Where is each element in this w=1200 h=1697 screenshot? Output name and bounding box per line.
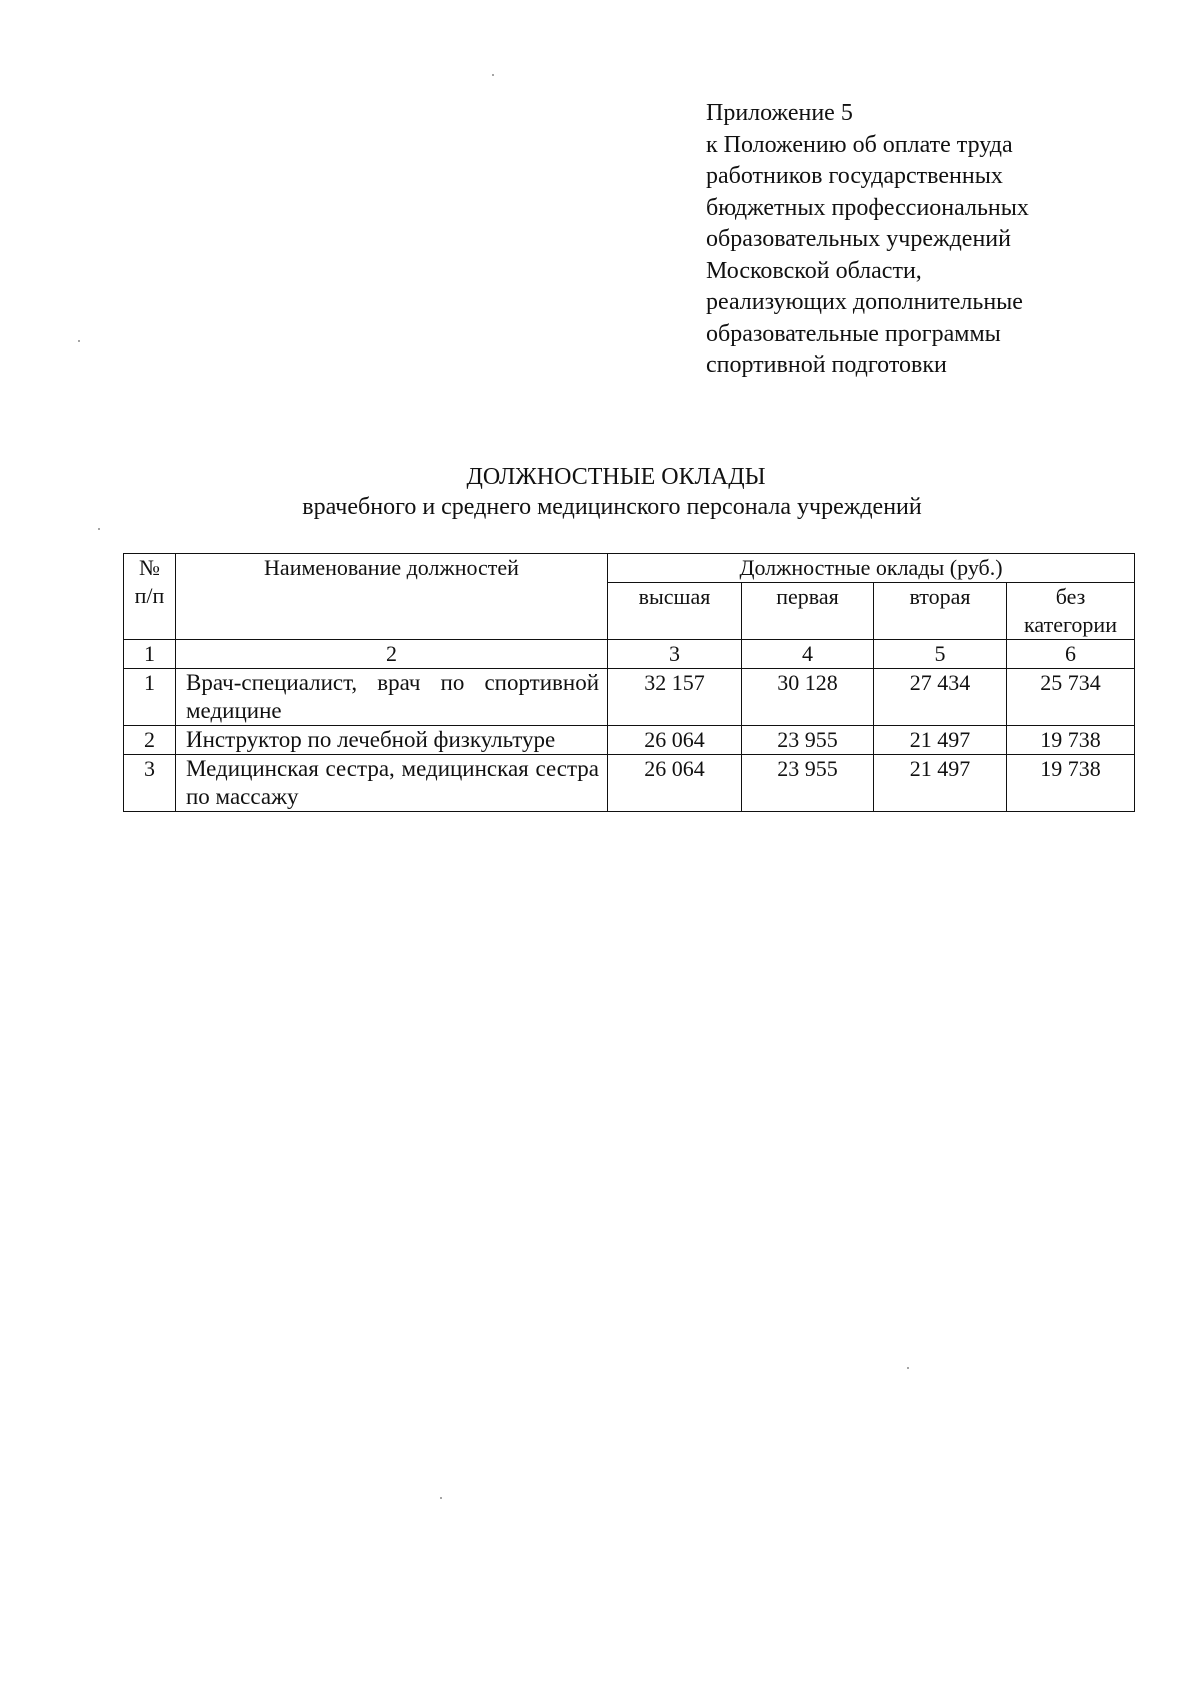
document-title: ДОЛЖНОСТНЫЕ ОКЛАДЫ	[466, 464, 766, 490]
salary-table	[123, 553, 1135, 812]
appendix-line: к Положению об оплате труда	[706, 131, 1013, 158]
row-salary-value: 23 955	[742, 726, 874, 755]
row-position-name: Врач-специалист, врач по спортивной медицине	[176, 669, 608, 726]
scan-speck	[440, 1497, 442, 1499]
row-salary-value: 25 734	[1007, 669, 1135, 726]
document-title-block	[0, 462, 1200, 522]
column-index: 3	[608, 640, 742, 669]
row-salary-value: 26 064	[608, 726, 742, 755]
header-name: Наименование должностей	[176, 554, 608, 640]
row-salary-value: 23 955	[742, 755, 874, 812]
header-category: первая	[742, 583, 874, 640]
row-salary-value: 32 157	[608, 669, 742, 726]
row-salary-value: 21 497	[874, 726, 1007, 755]
document-subtitle: врачебного и среднего медицинского персонала учреждений	[302, 494, 922, 520]
header-category: высшая	[608, 583, 742, 640]
header-salary-group: Должностные оклады (руб.)	[608, 554, 1135, 583]
appendix-line: Приложение 5	[706, 100, 853, 126]
scan-speck	[907, 1367, 909, 1369]
appendix-line: бюджетных профессиональных	[706, 194, 1029, 221]
table-row	[124, 669, 1135, 726]
row-num: 2	[124, 726, 176, 755]
scan-speck	[78, 340, 80, 342]
appendix-line: спортивной подготовки	[706, 352, 947, 378]
row-position-name: Медицинская сестра, медицинская сестра по массажу	[176, 755, 608, 812]
row-position-name: Инструктор по лечебной физкультуре	[176, 726, 608, 755]
column-index: 1	[124, 640, 176, 669]
header-num: № п/п	[124, 554, 176, 640]
row-salary-value: 26 064	[608, 755, 742, 812]
row-salary-value: 19 738	[1007, 755, 1135, 812]
appendix-line: Московской области,	[706, 257, 922, 284]
column-index: 5	[874, 640, 1007, 669]
appendix-line: реализующих дополнительные	[706, 289, 1023, 315]
row-num: 1	[124, 669, 176, 726]
appendix-line: образовательных учреждений	[706, 226, 1011, 252]
scan-speck	[492, 74, 494, 76]
column-index-row	[124, 640, 1135, 669]
column-index: 2	[176, 640, 608, 669]
row-num: 3	[124, 755, 176, 812]
table-row	[124, 726, 1135, 755]
column-index: 4	[742, 640, 874, 669]
appendix-line: образовательные программы	[706, 320, 1001, 347]
row-salary-value: 21 497	[874, 755, 1007, 812]
header-category: вторая	[874, 583, 1007, 640]
column-index: 6	[1007, 640, 1135, 669]
row-salary-value: 30 128	[742, 669, 874, 726]
row-salary-value: 27 434	[874, 669, 1007, 726]
appendix-note	[706, 98, 1126, 382]
scan-speck	[98, 528, 100, 530]
table-row	[124, 755, 1135, 812]
table-header-row	[124, 554, 1135, 583]
appendix-line: работников государственных	[706, 163, 1003, 189]
header-category: без категории	[1007, 583, 1135, 640]
row-salary-value: 19 738	[1007, 726, 1135, 755]
